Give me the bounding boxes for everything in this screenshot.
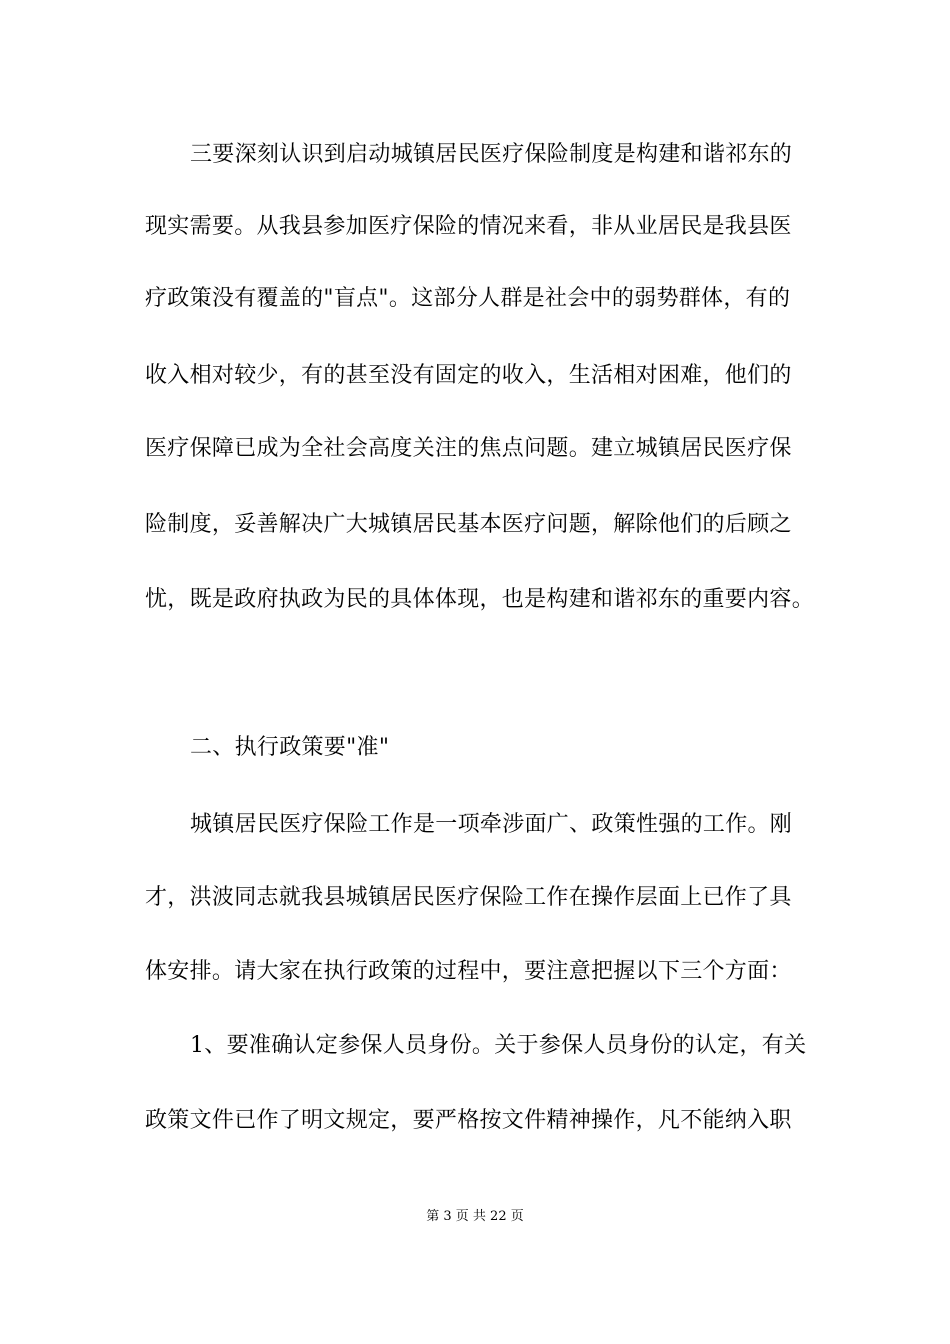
- paragraph-line: 1、要准确认定参保人员身份。关于参保人员身份的认定，有关: [190, 1033, 807, 1058]
- paragraph-line: 现实需要。从我县参加医疗保险的情况来看，非从业居民是我县医: [145, 214, 792, 239]
- paragraph-line: 政策文件已作了明文规定，要严格按文件精神操作，凡不能纳入职: [145, 1108, 792, 1133]
- paragraph-line: 疗政策没有覆盖的"盲点"。这部分人群是社会中的弱势群体，有的: [145, 286, 791, 311]
- paragraph-line: 险制度，妥善解决广大城镇居民基本医疗问题，解除他们的后顾之: [145, 512, 792, 537]
- paragraph-line: 城镇居民医疗保险工作是一项牵涉面广、政策性强的工作。刚: [190, 812, 793, 837]
- page-number-footer: 第 3 页 共 22 页: [426, 1209, 524, 1224]
- paragraph-line: 体安排。请大家在执行政策的过程中，要注意把握以下三个方面：: [145, 959, 792, 984]
- paragraph-line: 收入相对较少，有的甚至没有固定的收入，生活相对困难，他们的: [145, 363, 792, 388]
- paragraph-line: 医疗保障已成为全社会高度关注的焦点问题。建立城镇居民医疗保: [145, 436, 792, 461]
- paragraph-line: 三要深刻认识到启动城镇居民医疗保险制度是构建和谐祁东的: [190, 142, 793, 167]
- section-heading: 二、执行政策要"准": [190, 735, 390, 760]
- paragraph-line: 忧，既是政府执政为民的具体体现，也是构建和谐祁东的重要内容。: [145, 587, 815, 612]
- paragraph-line: 才，洪波同志就我县城镇居民医疗保险工作在操作层面上已作了具: [145, 885, 792, 910]
